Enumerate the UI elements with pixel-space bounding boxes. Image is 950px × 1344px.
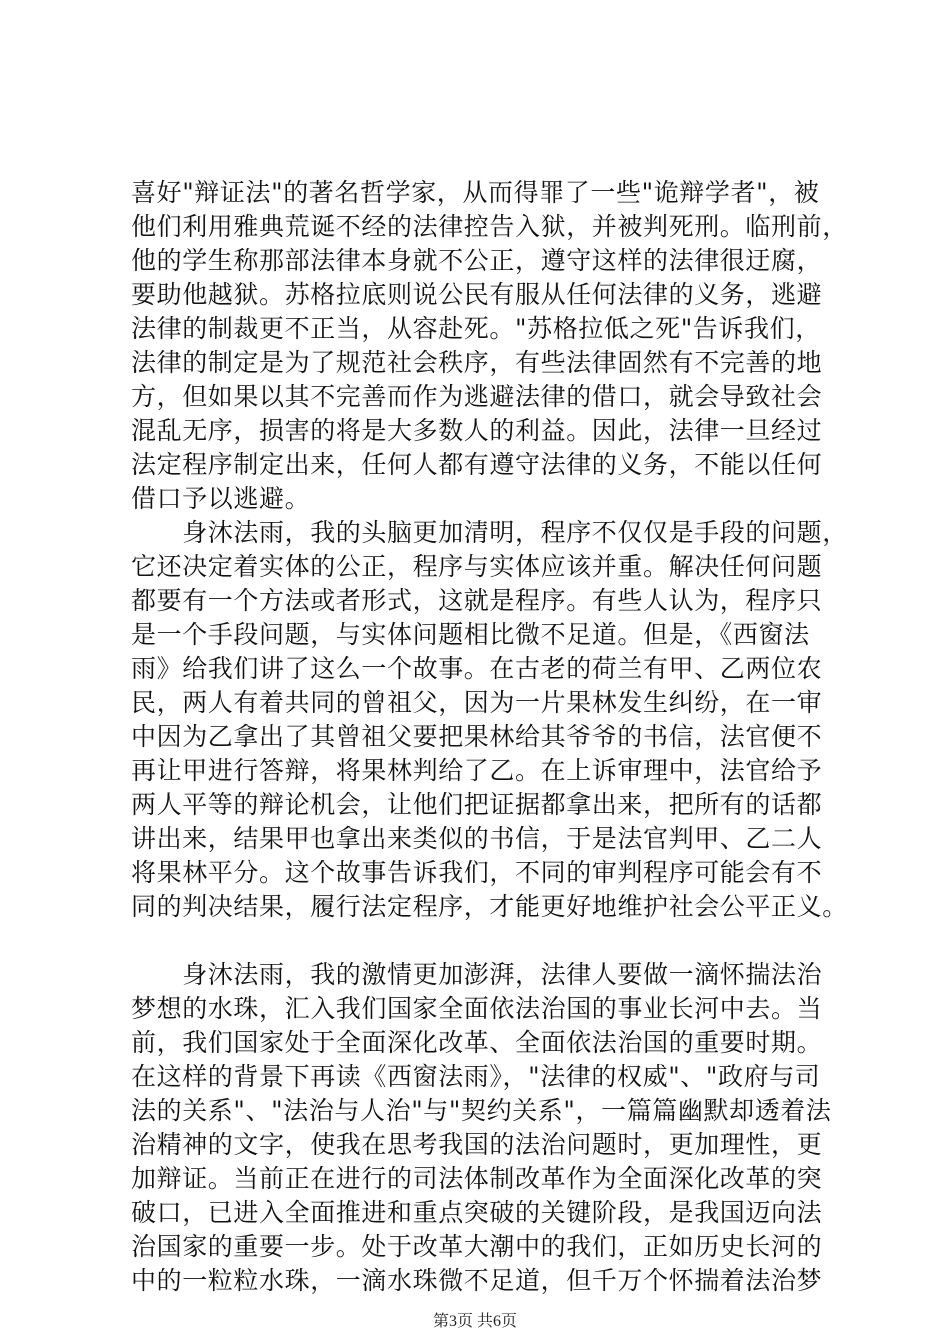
- text-line: 法律的制裁更不正当，从容赴死。"苏格拉低之死"告诉我们，: [131, 314, 821, 343]
- text-line: 身沐法雨，我的头脑更加清明，程序不仅仅是手段的问题，: [131, 518, 848, 547]
- text-line: 它还决定着实体的公正，程序与实体应该并重。解决任何问题: [131, 552, 823, 581]
- text-line: 他们利用雅典荒诞不经的法律控告入狱，并被判死刑。临刑前，: [131, 212, 848, 241]
- text-line: 法的关系"、"法治与人治"与"契约关系"，一篇篇幽默却透着法: [131, 1096, 832, 1125]
- text-line: 方，但如果以其不完善而作为逃避法律的借口，就会导致社会: [131, 382, 823, 411]
- text-line: 讲出来，结果甲也拿出来类似的书信，于是法官判甲、乙二人: [131, 824, 823, 853]
- text-line: 中因为乙拿出了其曾祖父要把果林给其爷爷的书信，法官便不: [131, 722, 823, 751]
- text-line: 同的判决结果，履行法定程序，才能更好地维护社会公平正义。: [131, 892, 848, 921]
- text-line: 治精神的文字，使我在思考我国的法治问题时，更加理性，更: [131, 1130, 823, 1159]
- text-line: 雨》给我们讲了这么一个故事。在古老的荷兰有甲、乙两位农: [131, 654, 823, 683]
- page-footer: 第3页 共6页: [432, 1313, 517, 1330]
- text-line: 梦想的水珠，汇入我们国家全面依法治国的事业长河中去。当: [131, 994, 823, 1023]
- text-line: 借口予以逃避。: [131, 484, 311, 513]
- text-line: 破口，已进入全面推进和重点突破的关键阶段，是我国迈向法: [131, 1198, 823, 1227]
- text-line: 都要有一个方法或者形式，这就是程序。有些人认为，程序只: [131, 586, 823, 615]
- text-line: 治国家的重要一步。处于改革大潮中的我们，正如历史长河的: [131, 1232, 823, 1261]
- text-line: 加辩证。当前正在进行的司法体制改革作为全面深化改革的突: [131, 1164, 823, 1193]
- text-line: 两人平等的辩论机会，让他们把证据都拿出来，把所有的话都: [131, 790, 823, 819]
- text-line: 将果林平分。这个故事告诉我们，不同的审判程序可能会有不: [131, 858, 823, 887]
- text-line: 他的学生称那部法律本身就不公正，遵守这样的法律很迂腐，: [131, 246, 823, 275]
- text-line: 混乱无序，损害的将是大多数人的利益。因此，法律一旦经过: [131, 416, 823, 445]
- text-line: 喜好"辩证法"的著名哲学家，从而得罪了一些"诡辩学者"，被: [131, 178, 820, 207]
- text-line: 法律的制定是为了规范社会秩序，有些法律固然有不完善的地: [131, 348, 823, 377]
- text-line: 在这样的背景下再读《西窗法雨》，"法律的权威"、"政府与司: [131, 1062, 821, 1091]
- text-line: 中的一粒粒水珠，一滴水珠微不足道，但千万个怀揣着法治梦: [131, 1266, 823, 1295]
- text-line: 身沐法雨，我的激情更加澎湃，法律人要做一滴怀揣法治: [131, 960, 823, 989]
- text-line: 要助他越狱。苏格拉底则说公民有服从任何法律的义务，逃避: [131, 280, 823, 309]
- text-line: 前，我们国家处于全面深化改革、全面依法治国的重要时期。: [131, 1028, 823, 1057]
- text-line: 法定程序制定出来，任何人都有遵守法律的义务，不能以任何: [131, 450, 823, 479]
- text-line: 民，两人有着共同的曾祖父，因为一片果林发生纠纷，在一审: [131, 688, 823, 717]
- text-line: 是一个手段问题，与实体问题相比微不足道。但是，《西窗法: [131, 620, 810, 649]
- text-line: 再让甲进行答辩，将果林判给了乙。在上诉审理中，法官给予: [131, 756, 823, 785]
- blank-line: [131, 924, 831, 958]
